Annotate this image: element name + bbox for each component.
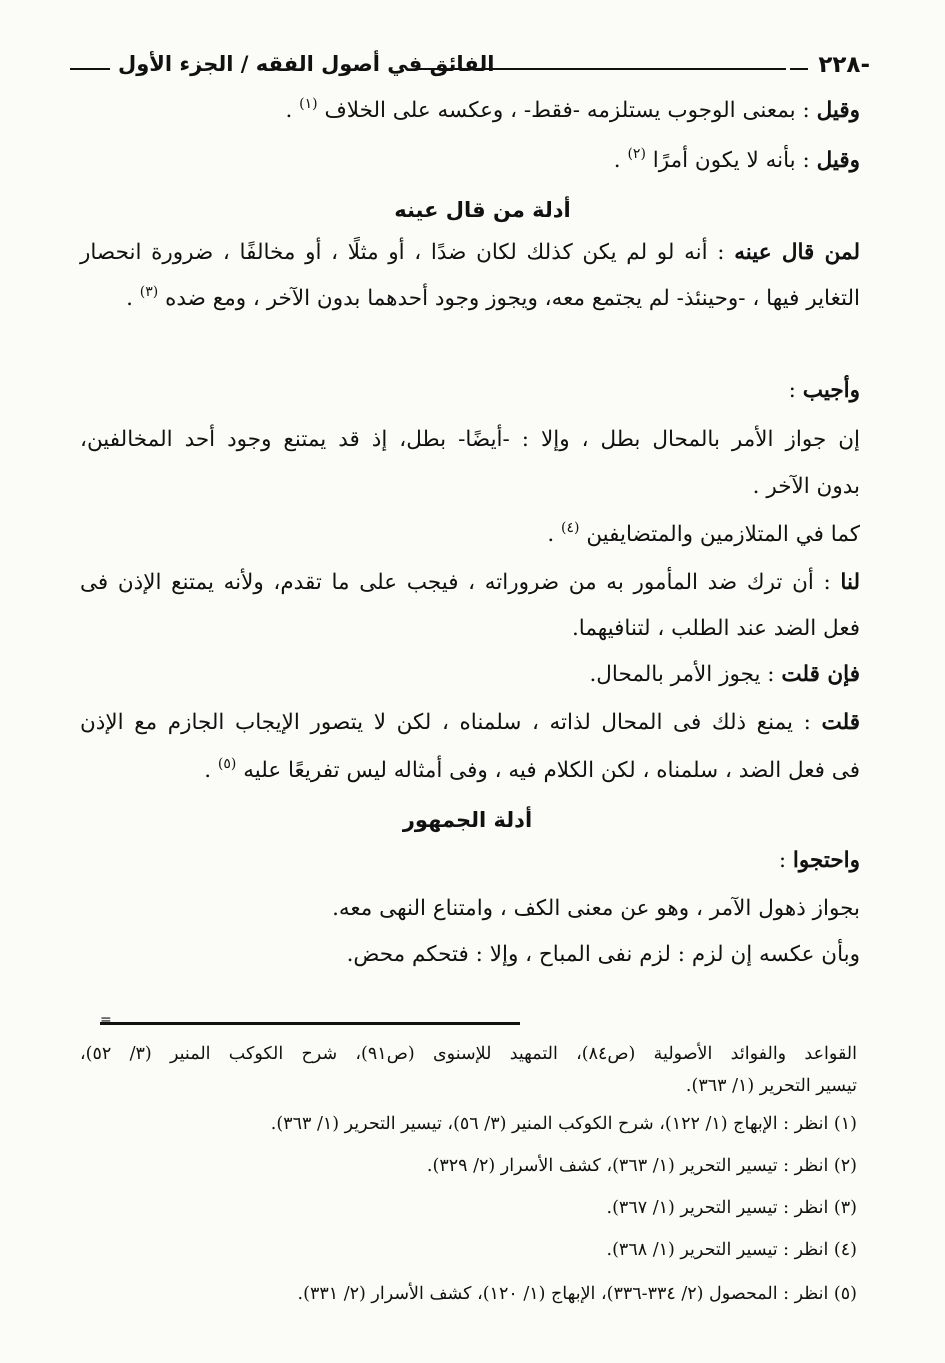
section-heading: أدلة من قال عينه bbox=[394, 198, 571, 222]
footnote-rule-mark: = bbox=[100, 1012, 112, 1028]
line-text: : يجوز الأمر بالمحال. bbox=[589, 662, 782, 687]
text-line bbox=[80, 376, 860, 406]
line-end: . bbox=[204, 758, 218, 783]
text-line bbox=[80, 660, 860, 690]
text-line bbox=[80, 238, 860, 268]
text-line bbox=[80, 146, 860, 178]
text-line bbox=[80, 940, 860, 970]
text-line bbox=[80, 756, 860, 788]
footnote-4: (٤) انظر : تيسير التحرير (١/ ٣٦٨). bbox=[606, 1240, 857, 1260]
header-rule-short bbox=[790, 68, 808, 70]
line-text: فى فعل الضد ، سلمناه ، لكن الكلام فيه ، وفى أمثاله ليس تفريعًا عليه bbox=[243, 758, 860, 783]
book-title: الفائق في أصول الفقه / الجزء الأول bbox=[118, 52, 495, 76]
footnote-ref: (٢) bbox=[627, 146, 646, 162]
line-text: فعل الضد عند الطلب ، لتنافيهما. bbox=[571, 616, 860, 641]
line-text: : أن ترك ضد المأمور به من ضروراته ، فيجب على ما تقدم، ولأنه يمتنع الإذن فى bbox=[80, 570, 841, 595]
line-end: . bbox=[126, 286, 140, 311]
bold-term: وقيل bbox=[816, 98, 860, 123]
line-text: بجواز ذهول الآمر ، وهو عن معنى الكف ، وامتناع النهى معه. bbox=[332, 896, 860, 921]
footnote-ref: (٥) bbox=[217, 756, 237, 772]
line-text: : bbox=[778, 848, 793, 873]
footnote-5: (٥) انظر : المحصول (٢/ ٣٣٤-٣٣٦)، الإبهاج (١/ ١٢٠)، كشف الأسرار (٢/ ٣٣١). bbox=[297, 1284, 857, 1304]
line-text: : بمعنى الوجوب يستلزمه -فقط- ، وعكسه على الخلاف bbox=[324, 98, 817, 123]
text-line bbox=[80, 96, 860, 128]
text-line bbox=[80, 284, 860, 316]
line-text: : bbox=[788, 378, 803, 403]
text-line bbox=[80, 708, 860, 738]
footnote-1: (١) انظر : الإبهاج (١/ ١٢٢)، شرح الكوكب المنير (٣/ ٥٦)، تيسير التحرير (١/ ٣٦٣). bbox=[270, 1114, 857, 1134]
text-line bbox=[80, 614, 860, 644]
page-number: -٢٢٨ bbox=[818, 52, 870, 78]
bold-term: لمن قال عينه bbox=[734, 240, 860, 265]
bold-term: قلت bbox=[821, 710, 860, 735]
line-text: كما في المتلازمين والمتضايفين bbox=[586, 522, 860, 547]
line-end: . bbox=[613, 148, 628, 173]
line-text: : أنه لو لم يكن كذلك لكان ضدًا ، أو مثلًا ، أو مخالفًا ، ضرورة انحصار bbox=[80, 240, 735, 265]
footnote-2: (٢) انظر : تيسير التحرير (١/ ٣٦٣)، كشف الأسرار (٢/ ٣٢٩). bbox=[426, 1156, 857, 1176]
footnote-ref: (٣) bbox=[139, 284, 159, 300]
text-line bbox=[80, 894, 860, 924]
text-line bbox=[80, 568, 860, 598]
bold-term: لنا bbox=[840, 570, 860, 595]
text-line bbox=[80, 472, 860, 502]
line-end: . bbox=[285, 98, 300, 123]
footnote-ref: (٤) bbox=[561, 520, 580, 536]
bold-term: واحتجوا bbox=[792, 848, 860, 873]
line-text: : يمنع ذلك فى المحال لذاته ، سلمناه ، لكن لا يتصور الإيجاب الجازم مع الإذن bbox=[80, 710, 822, 735]
text-line bbox=[80, 425, 860, 455]
text-line bbox=[80, 846, 860, 876]
line-text: التغاير فيها ، -وحينئذ- لم يجتمع معه، ويجوز وجود أحدهما بدون الآخر ، ومع ضده bbox=[165, 286, 860, 311]
line-text: بدون الآخر . bbox=[752, 474, 860, 499]
section-heading: أدلة الجمهور bbox=[402, 808, 533, 832]
line-text: وبأن عكسه إن لزم : لزم نفى المباح ، وإلا : فتحكم محض. bbox=[346, 942, 860, 967]
line-text: : بأنه لا يكون أمرًا bbox=[652, 148, 817, 173]
line-text: إن جواز الأمر بالمحال بطل ، وإلا : -أيضًا- بطل، إذ قد يمتنع وجود أحد المخالفين، bbox=[80, 427, 860, 452]
line-end: . bbox=[547, 522, 561, 547]
bold-term: فإن قلت bbox=[781, 662, 860, 687]
bold-term: وقيل bbox=[816, 148, 860, 173]
footnote-ref: (١) bbox=[299, 96, 318, 112]
text-line bbox=[80, 520, 860, 552]
footnote-line: تيسير التحرير (١/ ٣٦٣). bbox=[685, 1076, 857, 1096]
footnote-line: القواعد والفوائد الأصولية (ص٨٤)، التمهيد للإسنوى (ص٩١)، شرح الكوكب المنير (٣/ ٥٢)، bbox=[80, 1044, 857, 1064]
footnote-3: (٣) انظر : تيسير التحرير (١/ ٣٦٧). bbox=[606, 1198, 857, 1218]
page-header bbox=[70, 52, 870, 88]
bold-term: وأجيب bbox=[802, 378, 860, 403]
header-rule-end bbox=[70, 68, 110, 70]
footnote-separator bbox=[100, 1022, 520, 1025]
